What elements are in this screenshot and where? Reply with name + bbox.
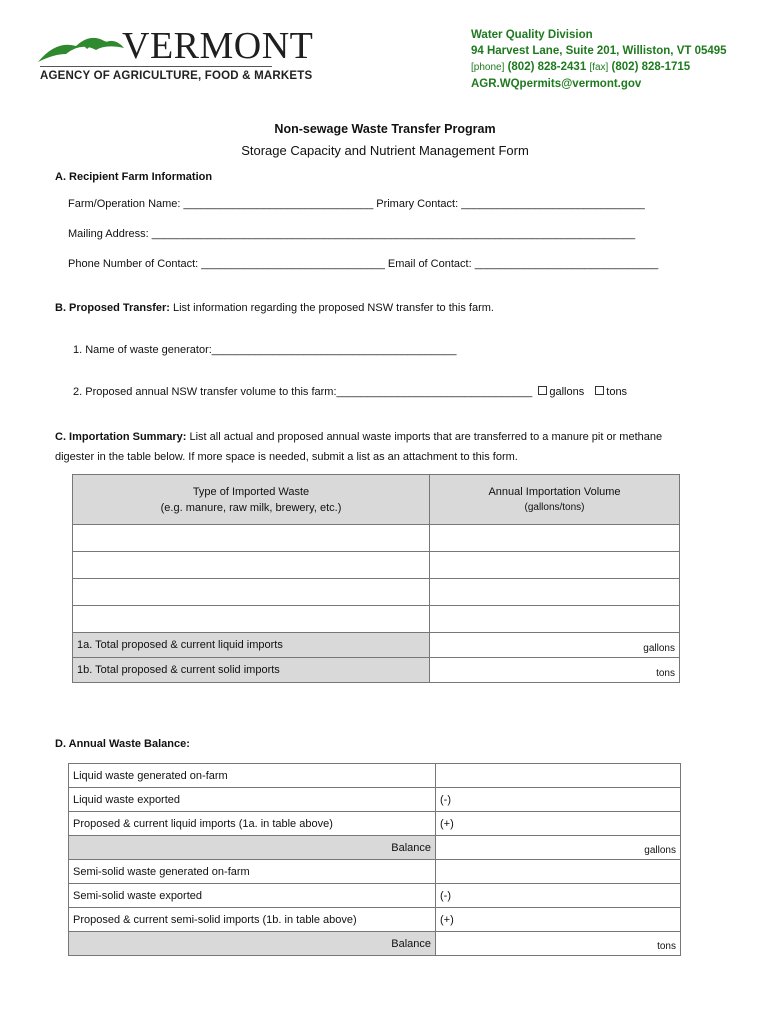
total-liquid-row: [73, 633, 680, 658]
col-type-header: Type of Imported Waste (e.g. manure, raw milk, brewery, etc.): [73, 475, 430, 525]
balance-label: Balance: [69, 836, 436, 860]
row-value-cell[interactable]: (-): [436, 788, 681, 812]
division-name: Water Quality Division: [471, 29, 593, 41]
logo-subtitle: AGENCY OF AGRICULTURE, FOOD & MARKETS: [40, 70, 313, 82]
logo-wordmark: VERMONT: [122, 25, 314, 67]
liquid-balance-row: [69, 836, 681, 860]
liquid-balance-cell[interactable]: gallons: [436, 836, 681, 860]
waste-type-cell[interactable]: [73, 525, 430, 552]
section-a-heading: A. Recipient Farm Information: [55, 171, 213, 183]
table-row: [73, 579, 680, 606]
waste-balance-table: [68, 763, 681, 956]
row-label: Semi-solid waste exported: [69, 884, 436, 908]
total-liquid-cell[interactable]: gallons: [430, 633, 680, 658]
section-d-heading: D. Annual Waste Balance:: [55, 738, 190, 750]
phone-email-field[interactable]: Phone Number of Contact: ______________________________ Email of Contact: ______________________________: [68, 258, 659, 270]
transfer-volume-field[interactable]: 2. Proposed annual NSW transfer volume to this farm:________________________________ gallons tons: [73, 386, 628, 398]
table-header-row: [73, 475, 680, 525]
section-c-line: C. Importation Summary: List all actual and proposed annual waste imports that are transferred to a manure pit or methane: [55, 431, 663, 443]
table-row: [69, 764, 681, 788]
tons-checkbox[interactable]: [595, 386, 604, 395]
row-value-cell[interactable]: [436, 860, 681, 884]
balance-label: Balance: [69, 932, 436, 956]
table-row: [73, 525, 680, 552]
col-volume-header: Annual Importation Volume (gallons/tons): [430, 475, 680, 525]
form-title: Non-sewage Waste Transfer Program: [274, 122, 496, 136]
volume-cell[interactable]: [430, 606, 680, 633]
form-subtitle: Storage Capacity and Nutrient Management Form: [241, 143, 529, 158]
waste-type-cell[interactable]: [73, 579, 430, 606]
waste-type-cell[interactable]: [73, 606, 430, 633]
volume-cell[interactable]: [430, 579, 680, 606]
table-row: [69, 908, 681, 932]
total-liquid-label: 1a. Total proposed & current liquid imports: [73, 633, 430, 658]
table-row: [73, 552, 680, 579]
section-b-heading: B. Proposed Transfer:: [55, 302, 170, 314]
total-solid-row: [73, 658, 680, 683]
gallons-checkbox[interactable]: [538, 386, 547, 395]
solid-balance-cell[interactable]: tons: [436, 932, 681, 956]
row-label: Liquid waste generated on-farm: [69, 764, 436, 788]
import-summary-table: [72, 474, 680, 683]
solid-balance-row: [69, 932, 681, 956]
row-label: Semi-solid waste generated on-farm: [69, 860, 436, 884]
volume-cell[interactable]: [430, 525, 680, 552]
row-label: Proposed & current liquid imports (1a. in table above): [69, 812, 436, 836]
waste-generator-field[interactable]: 1. Name of waste generator:________________________________________: [73, 344, 457, 356]
row-value-cell[interactable]: (+): [436, 908, 681, 932]
row-value-cell[interactable]: (-): [436, 884, 681, 908]
table-row: [69, 812, 681, 836]
section-c-heading: C. Importation Summary:: [55, 431, 187, 443]
table-row: [69, 884, 681, 908]
logo-divider: [40, 66, 272, 67]
row-value-cell[interactable]: [436, 764, 681, 788]
volume-cell[interactable]: [430, 552, 680, 579]
row-label: Proposed & current semi-solid imports (1b. in table above): [69, 908, 436, 932]
section-b-line: B. Proposed Transfer: List information regarding the proposed NSW transfer to this farm.: [55, 302, 494, 314]
phone-fax: [phone] (802) 828-2431 [fax] (802) 828-1715: [471, 61, 691, 73]
farm-name-field[interactable]: Farm/Operation Name: _______________________________ Primary Contact: ______________________________: [68, 198, 645, 210]
table-row: [69, 788, 681, 812]
email-link[interactable]: AGR.WQpermits@vermont.gov: [471, 78, 642, 90]
table-row: [69, 860, 681, 884]
total-solid-cell[interactable]: tons: [430, 658, 680, 683]
row-label: Liquid waste exported: [69, 788, 436, 812]
row-value-cell[interactable]: (+): [436, 812, 681, 836]
contact-block: [471, 27, 727, 92]
waste-type-cell[interactable]: [73, 552, 430, 579]
table-row: [73, 606, 680, 633]
mailing-address-field[interactable]: Mailing Address: _______________________________________________________________________________: [68, 228, 636, 240]
section-c-intro2: digester in the table below. If more space is needed, submit a list as an attachment to this form.: [55, 451, 518, 463]
address: 94 Harvest Lane, Suite 201, Williston, VT 05495: [471, 45, 727, 57]
total-solid-label: 1b. Total proposed & current solid imports: [73, 658, 430, 683]
